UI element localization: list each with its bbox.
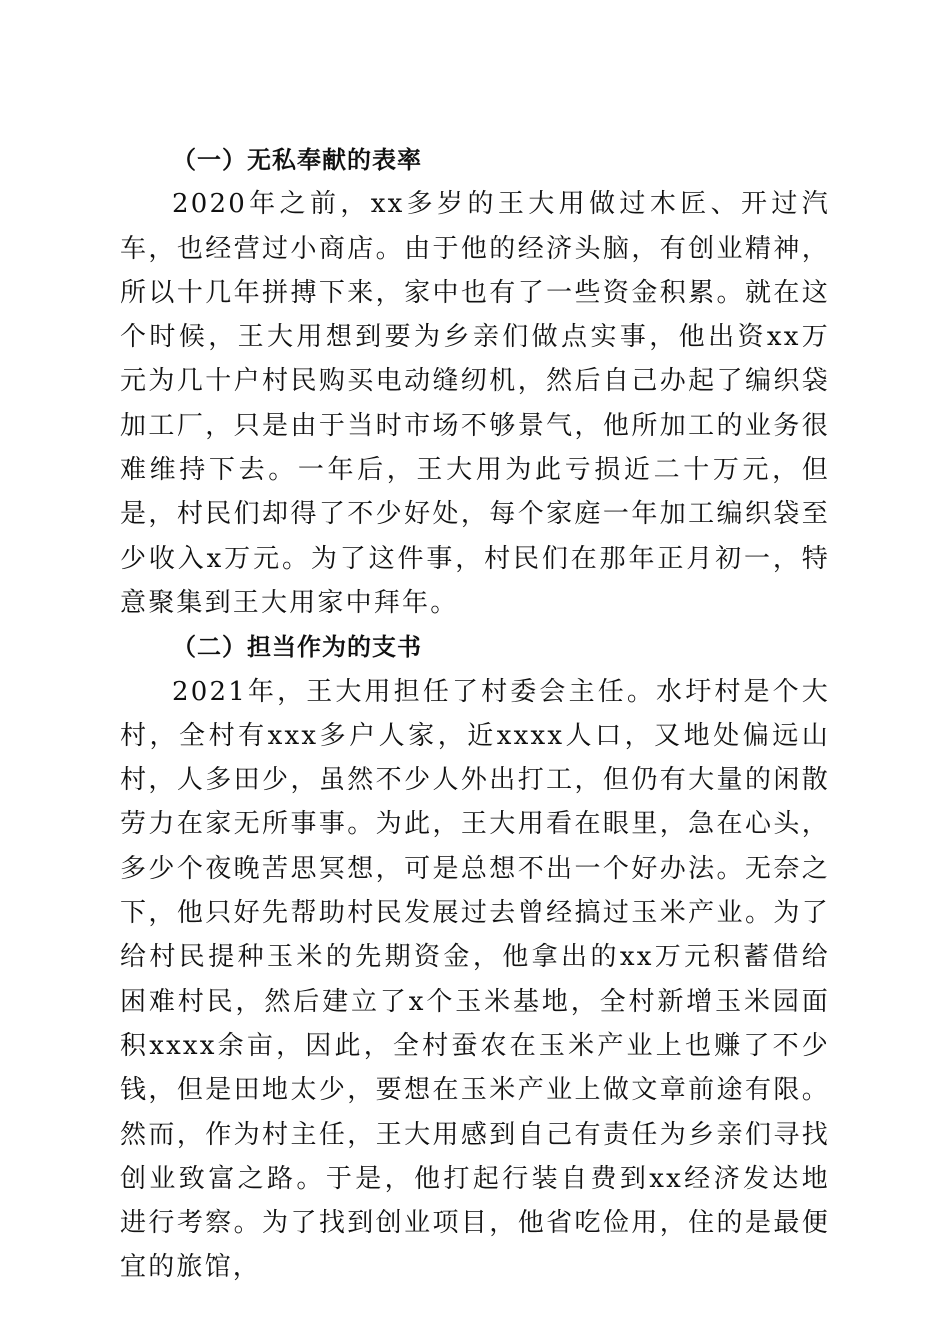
section-heading-1: （一）无私奉献的表率 <box>172 146 422 174</box>
document-body <box>120 138 830 1290</box>
section-paragraph-2: 2021年，王大用担任了村委会主任。水圩村是个大村，全村有xxx多户人家，近xxxx人口，又地处偏远山村，人多田少，虽然不少人外出打工，但仍有大量的闲散劳力在家无所事事。为此，王大用看在眼里，急在心头，多少个夜晚苦思冥想，可是总想不出一个好办法。无奈之下，他只好先帮助村民发展过去曾经搞过玉米产业。为了给村民提种玉米的先期资金，他拿出的xx万元积蓄借给困难村民，然后建立了x个玉米基地，全村新增玉米园面积xxxx余亩，因此，全村蚕农在玉米产业上也赚了不少钱，但是田地太少，要想在玉米产业上做文章前途有限。然而，作为村主任，王大用感到自己有责任为乡亲们寻找创业致富之路。于是，他打起行装自费到xx经济发达地进行考察。为了找到创业项目，他省吃俭用，住的是最便宜的旅馆， <box>120 676 830 1283</box>
section-heading-2: （二）担当作为的支书 <box>172 633 422 662</box>
section-paragraph-1: 2020年之前，xx多岁的王大用做过木匠、开过汽车，也经营过小商店。由于他的经济头脑，有创业精神，所以十几年拼搏下来，家中也有了一些资金积累。就在这个时候，王大用想到要为乡亲们做点实事，他出资xx万元为几十户村民购买电动缝纫机，然后自己办起了编织袋加工厂，只是由于当时市场不够景气，他所加工的业务很难维持下去。一年后，王大用为此亏损近二十万元，但是，村民们却得了不少好处，每个家庭一年加工编织袋至少收入x万元。为了这件事，村民们在那年正月初一，特意聚集到王大用家中拜年。 <box>120 189 830 618</box>
